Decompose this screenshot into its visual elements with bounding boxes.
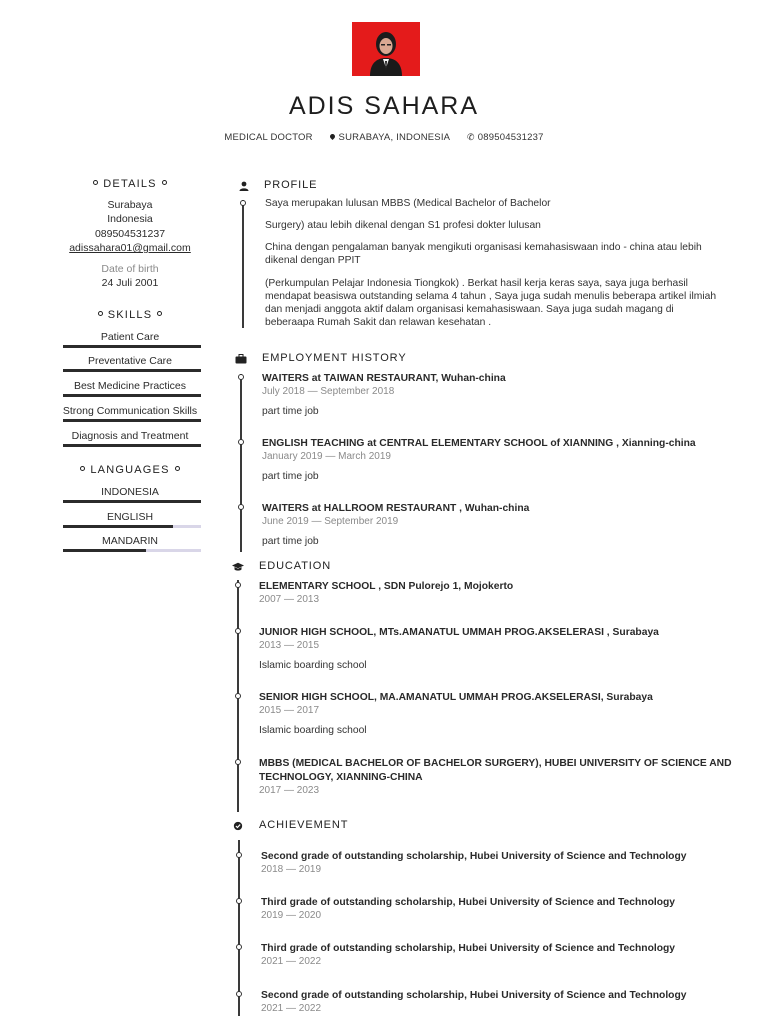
phone-item bbox=[467, 132, 544, 143]
header-subline bbox=[0, 132, 768, 143]
language-label: MANDARIN bbox=[101, 535, 158, 547]
timeline-dot bbox=[235, 759, 241, 765]
skill-level-fill bbox=[63, 394, 201, 397]
bullet-icon bbox=[157, 311, 162, 316]
location-item bbox=[330, 132, 451, 143]
skill-level-fill bbox=[63, 419, 201, 422]
profile-heading: PROFILE bbox=[264, 179, 318, 191]
skill-level-fill bbox=[63, 444, 201, 447]
education-heading: EDUCATION bbox=[259, 560, 332, 572]
education-title: JUNIOR HIGH SCHOOL, MTs.AMANATUL UMMAH PROG.AKSELERASI , Surabaya bbox=[259, 627, 659, 638]
job-title: WAITERS at HALLROOM RESTAURANT , Wuhan-china bbox=[262, 503, 530, 514]
bullet-icon bbox=[98, 311, 103, 316]
timeline-dot bbox=[235, 693, 241, 699]
language-label: INDONESIA bbox=[101, 486, 159, 498]
employment-timeline bbox=[240, 374, 242, 552]
language-level-fill bbox=[63, 549, 146, 552]
job-title: MEDICAL DOCTOR bbox=[224, 132, 313, 143]
job-date: January 2019 — March 2019 bbox=[262, 451, 391, 462]
timeline-dot bbox=[235, 582, 241, 588]
bullet-icon bbox=[80, 466, 85, 471]
skill-level-bar bbox=[63, 444, 201, 447]
details-country: Indonesia bbox=[107, 213, 153, 225]
person-icon bbox=[238, 181, 250, 191]
language-level-bar bbox=[63, 549, 201, 552]
skill-label: Best Medicine Practices bbox=[73, 380, 187, 392]
job-date: June 2019 — September 2019 bbox=[262, 516, 399, 527]
languages-heading: LANGUAGES bbox=[70, 464, 190, 476]
job-title: WAITERS at TAIWAN RESTAURANT, Wuhan-china bbox=[262, 373, 506, 384]
briefcase-icon bbox=[235, 354, 247, 364]
timeline-dot bbox=[238, 439, 244, 445]
skill-label: Preventative Care bbox=[87, 355, 173, 367]
achievement-date: 2021 — 2022 bbox=[261, 1003, 322, 1014]
achievement-timeline bbox=[238, 840, 240, 1016]
details-city: Surabaya bbox=[107, 199, 153, 211]
job-description: part time job bbox=[262, 406, 319, 417]
skill-level-bar bbox=[63, 345, 201, 348]
language-label: ENGLISH bbox=[106, 511, 154, 523]
job-title: ENGLISH TEACHING at CENTRAL ELEMENTARY SCHOOL of XIANNING , Xianning-china bbox=[262, 438, 696, 449]
timeline-dot bbox=[238, 504, 244, 510]
language-level-bar bbox=[63, 500, 201, 503]
details-heading: DETAILS bbox=[70, 178, 190, 190]
job-description: part time job bbox=[262, 536, 319, 547]
profile-para-1: Saya merupakan lulusan MBBS (Medical Bachelor of Bachelor bbox=[265, 198, 551, 209]
job-date: July 2018 — September 2018 bbox=[262, 386, 395, 397]
education-description: Islamic boarding school bbox=[259, 725, 367, 736]
profile-para-3: China dengan pengalaman banyak mengikuti organisasi kemahasiswaan indo - china atau lebih dikenal dengan PPIT bbox=[265, 242, 702, 266]
badge-icon bbox=[232, 821, 244, 831]
location-text: SURABAYA, INDONESIA bbox=[338, 132, 451, 143]
education-title: SENIOR HIGH SCHOOL, MA.AMANATUL UMMAH PROG.AKSELERASI, Surabaya bbox=[259, 692, 653, 703]
skill-level-bar bbox=[63, 394, 201, 397]
skill-level-bar bbox=[63, 419, 201, 422]
achievement-title: Third grade of outstanding scholarship, Hubei University of Science and Technology bbox=[261, 897, 676, 908]
details-phone: 089504531237 bbox=[94, 228, 166, 240]
skill-label: Diagnosis and Treatment bbox=[71, 430, 189, 442]
job-description: part time job bbox=[262, 471, 319, 482]
skill-level-fill bbox=[63, 369, 201, 372]
achievement-title: Third grade of outstanding scholarship, Hubei University of Science and Technology bbox=[261, 943, 676, 954]
person-photo-icon bbox=[352, 22, 420, 76]
language-level-fill bbox=[63, 500, 201, 503]
timeline-dot bbox=[235, 628, 241, 634]
employment-heading: EMPLOYMENT HISTORY bbox=[262, 352, 407, 364]
education-date: 2007 — 2013 bbox=[259, 594, 320, 605]
timeline-dot bbox=[240, 200, 246, 206]
skill-label: Strong Communication Skills bbox=[62, 405, 198, 417]
candidate-name: ADIS SAHARA bbox=[288, 92, 480, 120]
education-description: Islamic boarding school bbox=[259, 660, 367, 671]
timeline-dot bbox=[238, 374, 244, 380]
profile-photo bbox=[352, 22, 420, 76]
timeline-dot bbox=[236, 944, 242, 950]
skills-heading: SKILLS bbox=[70, 309, 190, 321]
achievement-heading: ACHIEVEMENT bbox=[259, 819, 349, 831]
phone-text: 089504531237 bbox=[477, 132, 544, 143]
language-level-bar bbox=[63, 525, 201, 528]
skill-label: Patient Care bbox=[100, 331, 160, 343]
bullet-icon bbox=[93, 180, 98, 185]
timeline-dot bbox=[236, 898, 242, 904]
skill-level-fill bbox=[63, 345, 201, 348]
graduation-cap-icon bbox=[232, 562, 244, 572]
education-date: 2015 — 2017 bbox=[259, 705, 320, 716]
profile-para-4: (Perkumpulan Pelajar Indonesia Tiongkok) . Berkat hasil kerja keras saya, saya juga berhasil mendapat beasiswa outstanding selama 4 tahun , Saya juga sudah menulis beberapa artikel ilmiah dan menjadi anggota aktif dalam organisasi kemahasiswaan. Saya juga sudah magang di beberaapa Rumah Sakit dan relawan kesehatan . bbox=[265, 278, 717, 328]
achievement-date: 2021 — 2022 bbox=[261, 956, 322, 967]
achievement-date: 2019 — 2020 bbox=[261, 910, 322, 921]
profile-para-2: Surgery) atau lebih dikenal dengan S1 profesi dokter lulusan bbox=[265, 220, 541, 231]
location-pin-icon bbox=[328, 133, 335, 140]
education-date: 2017 — 2023 bbox=[259, 785, 320, 796]
skill-level-bar bbox=[63, 369, 201, 372]
bullet-icon bbox=[175, 466, 180, 471]
details-email-link[interactable]: adissahara01@gmail.com bbox=[69, 242, 191, 254]
education-title: ELEMENTARY SCHOOL , SDN Pulorejo 1, Mojokerto bbox=[259, 581, 514, 592]
timeline-dot bbox=[236, 852, 242, 858]
bullet-icon bbox=[162, 180, 167, 185]
phone-icon: ✆ bbox=[467, 132, 475, 142]
achievement-title: Second grade of outstanding scholarship, Hubei University of Science and Technology bbox=[261, 990, 687, 1001]
timeline-dot bbox=[236, 991, 242, 997]
achievement-date: 2018 — 2019 bbox=[261, 864, 322, 875]
language-level-fill bbox=[63, 525, 173, 528]
profile-timeline bbox=[242, 200, 244, 328]
dob-label: Date of birth bbox=[101, 263, 159, 275]
education-title: MBBS (MEDICAL BACHELOR OF BACHELOR SURGERY), HUBEI UNIVERSITY OF SCIENCE AND TECHNOLOGY, XIANNING-CHINA bbox=[259, 758, 732, 783]
dob-value: 24 Juli 2001 bbox=[101, 277, 159, 289]
education-date: 2013 — 2015 bbox=[259, 640, 320, 651]
achievement-title: Second grade of outstanding scholarship, Hubei University of Science and Technology bbox=[261, 851, 687, 862]
